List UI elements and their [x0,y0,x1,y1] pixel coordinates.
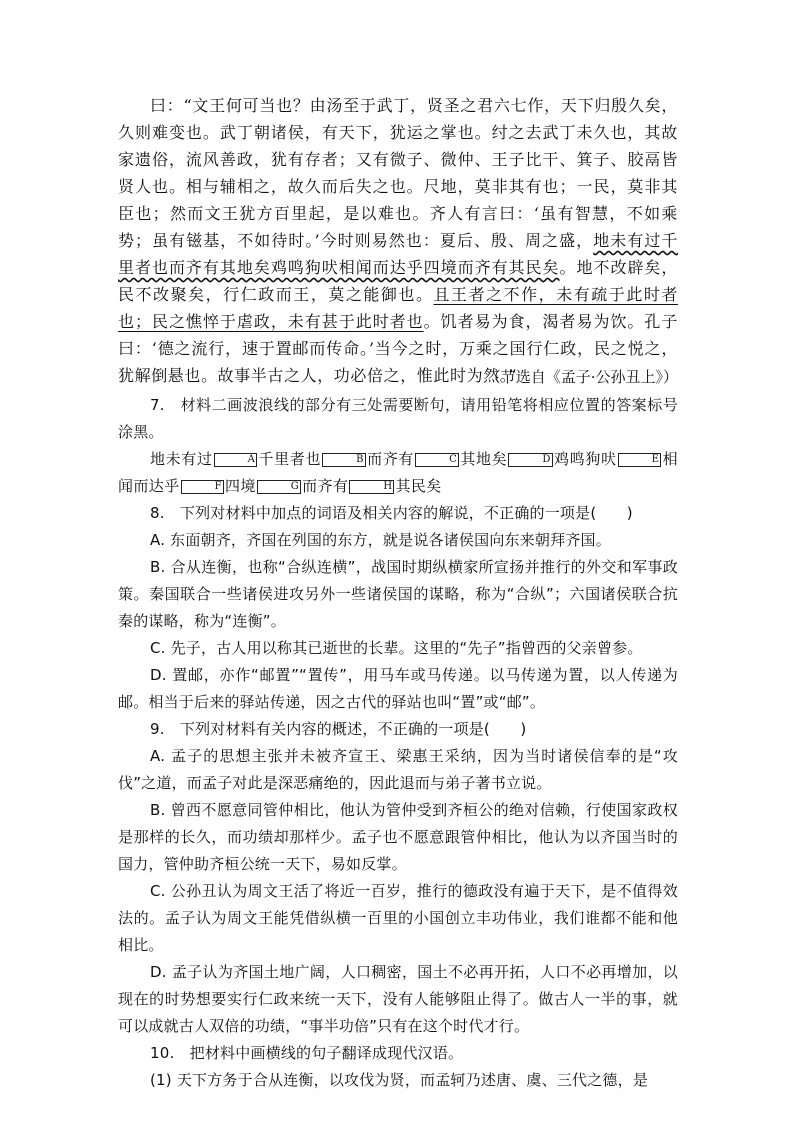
segment-text: 地未有过 [150,450,213,468]
passage-text: 曰：“文王何可当也？由汤至于武丁，贤圣之君六七作，天下归殷久矣，久则难变也。武丁朝诸侯，有天下，犹运之掌也。纣之去武丁未久也，其故家遗俗，流风善政，犹有存者；又有微子、微仲、王子比干、箕子、胶鬲皆贤人也。相与辅相之，故久而后失之也。尺地，莫非其有也；一民，莫非其臣也；然而文王犹方百里起，是以难也。齐人有言曰：‘虽有智慧，不如乘势；虽有镃基，不如待时。’今时则易然也：夏后、殷、周之盛， [118,96,678,250]
question-8-option-b: B. 合从连衡，也称“合纵连横”，战国时期纵横家所宣扬并推行的外交和军事政策。秦国联合一些诸侯进攻另外一些诸侯国的谋略，称为“合纵”；六国诸侯联合抗秦的谋略，称为“连衡”。 [118,558,678,630]
answer-mark-a[interactable]: A [214,453,258,467]
question-10-item-1: (1) 天下方务于合从连衡，以攻伐为贤，而孟轲乃述唐、虞、三代之德，是 [150,1071,649,1089]
segment-text: 而齐有 [366,450,415,468]
segment-text: 鸡鸣狗吠 [553,450,617,468]
passage-source: （节选自《孟子·公孙丑上》） [485,368,678,386]
passage-paragraph [118,92,678,389]
answer-mark-f[interactable]: F [181,480,224,494]
question-7-segmentation [118,446,678,500]
question-10-stem: 10. 把材料中画横线的句子翻译成现代汉语。 [150,1044,464,1062]
segment-text: 四境 [224,477,256,495]
question-8-option-d: D. 置邮，亦作“邮置”“置传”，用马车或马传递。以马传递为置，以人传递为邮。相当于后来的驿站传递，因之古代的驿站也叫“置”或“邮”。 [118,666,678,711]
question-9-stem: 9. 下列对材料有关内容的概述，不正确的一项是( ) [150,720,527,738]
questions [118,392,678,1094]
question-9-option-b: B. 曾西不愿意同管仲相比，他认为管仲受到齐桓公的绝对信赖，行使国家政权是那样的长久，而功绩却那样少。孟子也不愿意跟管仲相比，他认为以齐国当时的国力，管仲助齐桓公统一天下，易如反掌。 [118,801,678,873]
question-8-option-c: C. 先子，古人用以称其已逝世的长辈。这里的“先子”指曾西的父亲曾参。 [150,639,643,657]
question-9-option-c: C. 公孙丑认为周文王活了将近一百岁，推行的德政没有遍于天下，是不值得效法的。孟子认为周文王能凭借纵横一百里的小国创立丰功伟业，我们谁都不能和他相比。 [118,882,678,954]
segment-text: 其地矣 [460,450,508,468]
answer-mark-c[interactable]: C [415,453,459,467]
answer-mark-e[interactable]: E [618,453,662,467]
question-9-option-a: A. 孟子的思想主张并未被齐宣王、梁惠王采纳，因为当时诸侯信奉的是“攻伐”之道，而孟子对此是深恶痛绝的，因此退而与弟子著书立说。 [118,747,678,792]
segment-text: 千里者也 [258,450,322,468]
underlined-sentence: 且王者之不作，未有疏于此时者也；民之憔悴于虐政，未有甚于此时者也 [118,285,678,331]
question-9-option-d: D. 孟子认为齐国土地广阔，人口稠密，国土不必再开拓，人口不必再增加，以现在的时势想要实行仁政来统一天下，没有人能够阻止得了。做古人一半的事，就可以成就古人双倍的功绩，“事半功倍”只有在这个时代才行。 [118,963,678,1035]
wavy-underlined-text: 地未有过千里者也而齐有其地矣鸡鸣狗吠相闻而达乎四境而齐有其民矣 [118,231,678,277]
answer-mark-g[interactable]: G [257,480,301,494]
segment-text: 而齐有 [302,477,349,495]
passage-text: 。饥者易为食，渴者易为饮。孔子曰：‘德之流行，速于置邮而传命。’当今之时，万乘之国行仁政，民之悦之，犹解倒悬也。故事半古之人，功必倍之，惟此时为然。” [118,312,678,385]
question-8-stem: 8. 下列对材料中加点的词语及相关内容的解说，不正确的一项是( ) [150,504,633,522]
question-8-option-a: A. 东面朝齐，齐国在列国的东方，就是说各诸侯国向东来朝拜齐国。 [150,531,611,549]
question-7-stem: 7. 材料二画波浪线的部分有三处需要断句，请用铅笔将相应位置的答案标号涂黑。 [118,396,678,441]
answer-mark-h[interactable]: H [349,480,394,494]
segment-text: 相闻而达乎 [118,450,679,495]
classical-passage [118,92,678,389]
answer-mark-b[interactable]: B [322,453,366,467]
answer-mark-d[interactable]: D [508,453,552,467]
passage-text: 。地不改辟矣，民不改聚矣，行仁政而王，莫之能御也。 [118,258,679,304]
segment-text: 其民矣 [395,477,442,495]
